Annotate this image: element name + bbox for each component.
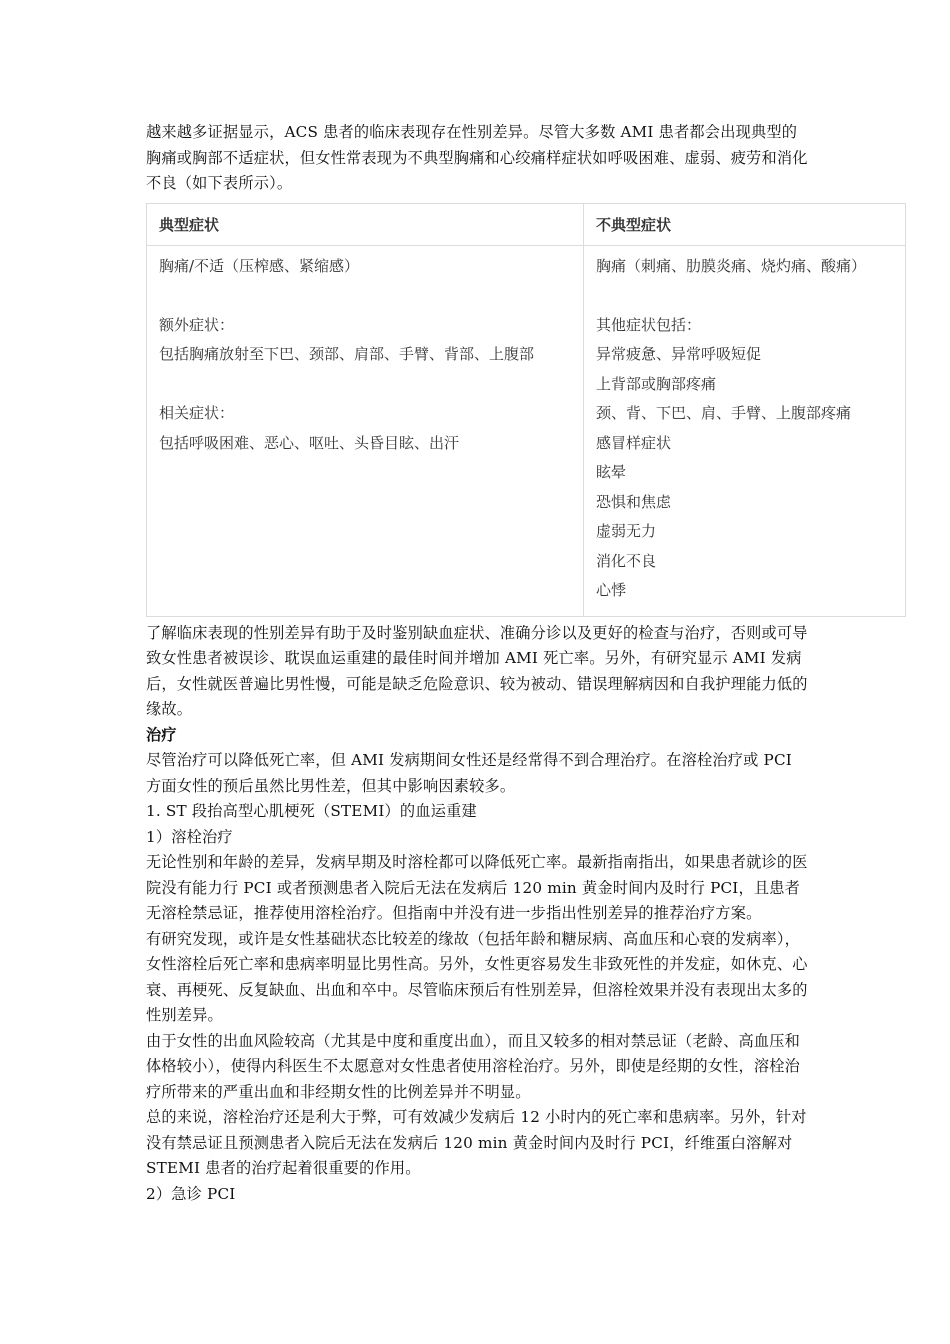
related-label: 相关症状： — [159, 404, 235, 422]
typical-main: 胸痛/不适（压榨感、紧缩感） — [159, 256, 360, 275]
paragraph-6: 总的来说，溶栓治疗还是利大于弊，可有效减少发病后 12 小时内的死亡率和患病率。另外，针对没有禁忌证且预测患者入院后无法在发病后 120 min 黄金时间内及时行 PCI，纤维蛋白溶解对 STEMI 患者的治疗起着很重要的作用。 — [146, 1108, 807, 1177]
paragraph-3: 无论性别和年龄的差异，发病早期及时溶栓都可以降低死亡率。最新指南指出，如果患者就诊的医院没有能力行 PCI 或者预测患者入院后无法在发病后 120 min 黄金时间内及时行 PCI，且患者无溶栓禁忌证，推荐使用溶栓治疗。但指南中并没有进一步指出性别差异的推荐治疗方案。 — [146, 853, 808, 922]
related-text: 包括呼吸困难、恶心、呕吐、头昏目眩、出汗 — [159, 433, 460, 452]
atypical-item: 上背部或胸部疼痛 — [596, 374, 717, 393]
spacer — [159, 281, 571, 311]
atypical-cell — [584, 245, 906, 616]
atypical-item: 心悸 — [596, 581, 627, 599]
atypical-item: 恐惧和焦虑 — [596, 492, 672, 511]
subsection-1-heading: 1）溶栓治疗 — [146, 827, 233, 846]
paragraph-1: 了解临床表现的性别差异有助于及时鉴别缺血症状、准确分诊以及更好的检查与治疗，否则或可导致女性患者被误诊、耽误血运重建的最佳时间并增加 AMI 死亡率。另外，有研究显示 AMI 发病后，女性就医普遍比男性慢，可能是缺乏危险意识、较为被动、错误理解病因和自我护理能力低的缘故。 — [146, 623, 808, 718]
atypical-main: 胸痛（刺痛、肋膜炎痛、烧灼痛、酸痛） — [596, 256, 867, 275]
extra-text: 包括胸痛放射至下巴、颈部、肩部、手臂、背部、上腹部 — [159, 345, 535, 363]
atypical-item: 颈、背、下巴、肩、手臂、上腹部疼痛 — [596, 404, 852, 422]
extra-label: 额外症状： — [159, 315, 235, 334]
paragraph-4: 有研究发现，或许是女性基础状态比较差的缘故（包括年龄和糖尿病、高血压和心衰的发病率），女性溶栓后死亡率和患病率明显比男性高。另外，女性更容易发生非致死性的并发症，如休克、心衰、再梗死、反复缺血、出血和卒中。尽管临床预后有性别差异，但溶栓效果并没有表现出太多的性别差异。 — [146, 929, 808, 1024]
other-label: 其他症状包括： — [596, 315, 702, 334]
spacer — [159, 370, 571, 400]
spacer — [596, 281, 893, 311]
atypical-item: 虚弱无力 — [596, 522, 657, 540]
treatment-heading: 治疗 — [146, 725, 177, 744]
paragraph-2: 尽管治疗可以降低死亡率，但 AMI 发病期间女性还是经常得不到合理治疗。在溶栓治疗或 PCI 方面女性的预后虽然比男性差，但其中影响因素较多。 — [146, 751, 792, 795]
atypical-item: 感冒样症状 — [596, 433, 672, 452]
typical-cell — [147, 245, 584, 616]
subsection-2-heading: 2）急诊 PCI — [146, 1184, 236, 1203]
document-page — [146, 120, 867, 1207]
header-atypical: 不典型症状 — [584, 204, 906, 246]
section-1-heading: 1. ST 段抬高型心肌梗死（STEMI）的血运重建 — [146, 802, 477, 820]
atypical-item: 异常疲惫、异常呼吸短促 — [596, 345, 762, 363]
atypical-item: 眩晕 — [596, 463, 627, 481]
header-typical: 典型症状 — [147, 204, 584, 246]
paragraph-5: 由于女性的出血风险较高（尤其是中度和重度出血），而且又较多的相对禁忌证（老龄、高血压和体格较小），使得内科医生不太愿意对女性患者使用溶栓治疗。另外，即使是经期的女性，溶栓治疗所带来的严重出血和非经期女性的比例差异并不明显。 — [146, 1031, 801, 1101]
symptom-table — [146, 203, 906, 617]
atypical-item: 消化不良 — [596, 551, 657, 570]
intro-paragraph: 越来越多证据显示，ACS 患者的临床表现存在性别差异。尽管大多数 AMI 患者都会出现典型的胸痛或胸部不适症状，但女性常表现为不典型胸痛和心绞痛样症状如呼吸困难、虚弱、疲劳和消化不良（如下表所示）。 — [146, 123, 808, 192]
